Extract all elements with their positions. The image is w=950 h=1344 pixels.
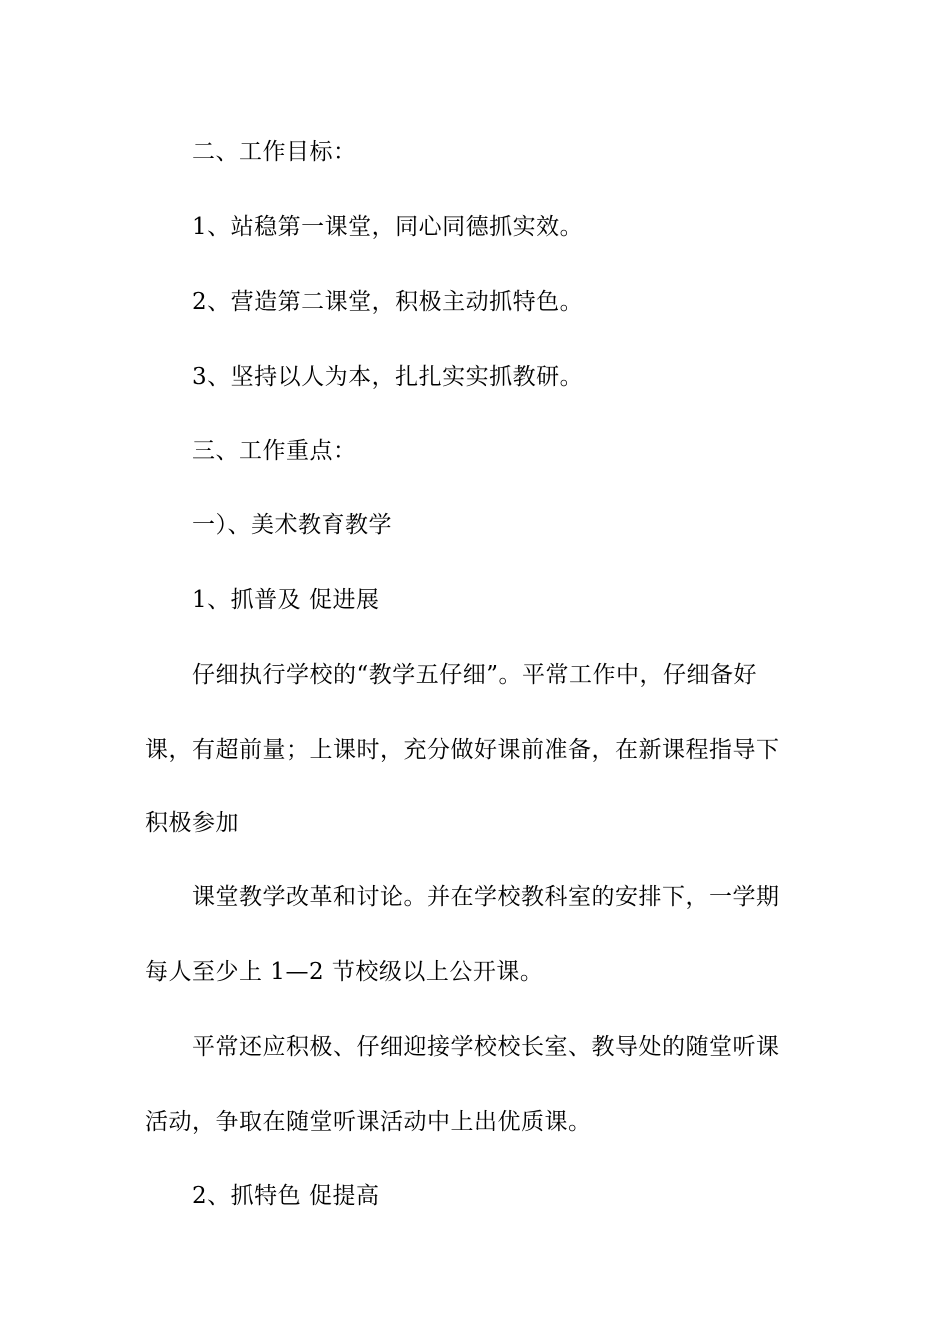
paragraph-line: 课，有超前量；上课时，充分做好课前准备，在新课程指导下 [145,737,780,763]
goal-item-2: 2、营造第二课堂，积极主动抓特色。 [192,289,584,315]
subsection-heading-art: 一）、美术教育教学 [192,512,392,538]
paragraph-line: 平常还应积极、仔细迎接学校校长室、教导处的随堂听课 [192,1034,780,1060]
paragraph-line: 每人至少上 1—2 节校级以上公开课。 [145,959,544,985]
section-heading-focus: 三、工作重点： [192,438,357,464]
paragraph-line: 积极参加 [145,810,239,836]
section-heading-goals: 二、工作目标： [192,139,357,165]
paragraph-line: 仔细执行学校的“教学五仔细”。平常工作中，仔细备好 [192,662,758,688]
goal-item-3: 3、坚持以人为本，扎扎实实抓教研。 [192,364,584,390]
paragraph-line: 活动，争取在随堂听课活动中上出优质课。 [145,1109,592,1135]
goal-item-1: 1、站稳第一课堂，同心同德抓实效。 [192,214,584,240]
paragraph-line: 课堂教学改革和讨论。并在学校教科室的安排下，一学期 [192,884,780,910]
subsection-heading-features: 2、抓特色 促提高 [192,1183,380,1209]
subsection-heading-popularize: 1、抓普及 促进展 [192,587,380,613]
